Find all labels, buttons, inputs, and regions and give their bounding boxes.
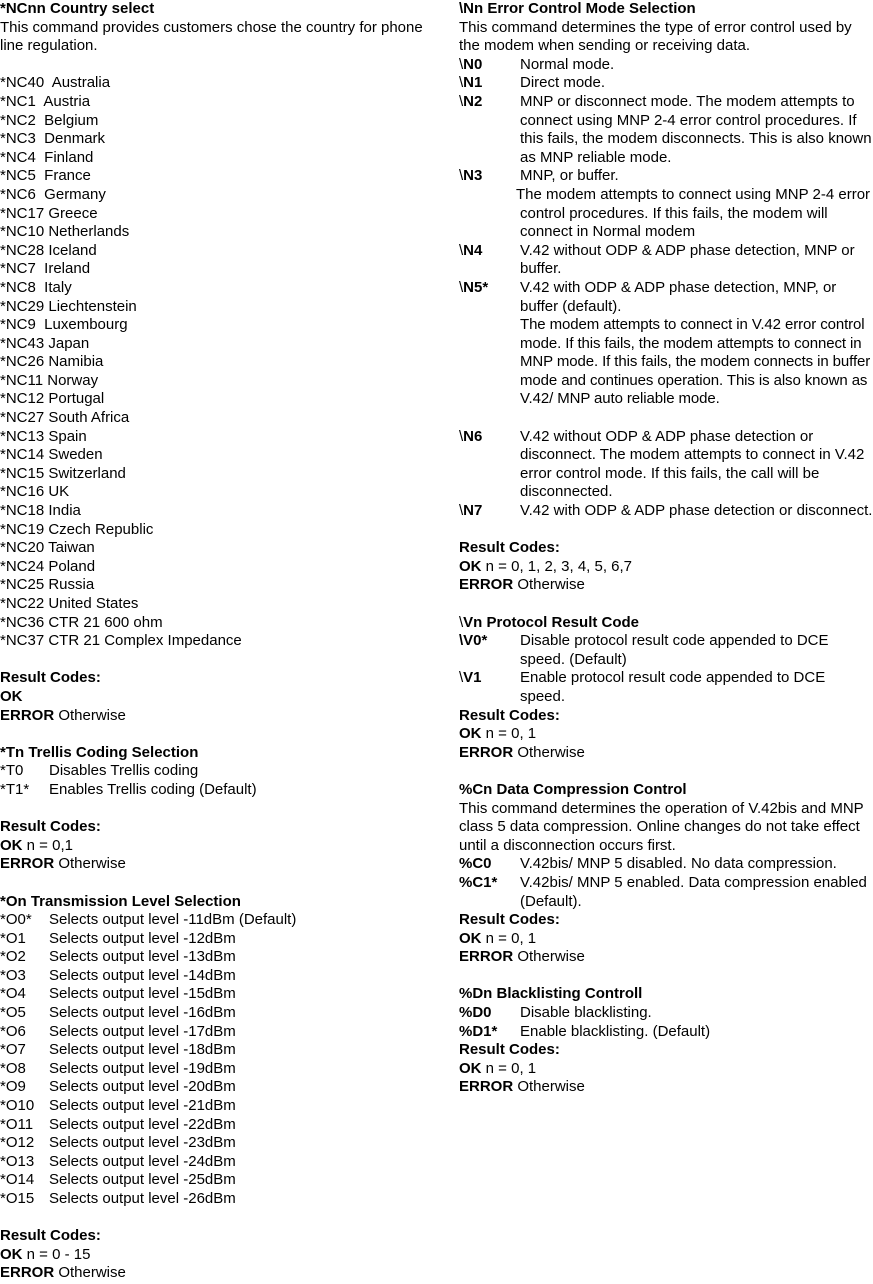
code-row bbox=[0, 781, 440, 800]
country-item: *NC37 CTR 21 Complex Impedance bbox=[0, 632, 242, 650]
code-row bbox=[0, 1023, 440, 1042]
transmission-error-code: ERROR bbox=[0, 1264, 55, 1282]
spacer bbox=[459, 762, 873, 781]
n5-text: V.42 with ODP & ADP phase detection, MNP, or buffer (default). bbox=[520, 278, 837, 315]
country-item: *NC12 Portugal bbox=[0, 390, 105, 408]
compression-ok-text: n = 0, 1 bbox=[481, 929, 537, 947]
error-control-ok-line bbox=[459, 558, 873, 577]
blacklisting-error-line bbox=[459, 1078, 873, 1097]
country-item: *NC19 Czech Republic bbox=[0, 520, 154, 538]
code-row bbox=[0, 967, 440, 986]
country-item: *NC20 Taiwan bbox=[0, 539, 95, 557]
country-result-codes-label: Result Codes: bbox=[0, 669, 101, 687]
protocol-heading bbox=[459, 614, 873, 633]
country-item: *NC16 UK bbox=[0, 483, 70, 501]
code-label: *O1 bbox=[0, 929, 26, 947]
code-label: *O0* bbox=[0, 911, 32, 929]
spacer bbox=[0, 874, 440, 893]
country-item: *NC17 Greece bbox=[0, 204, 98, 222]
code-row bbox=[0, 1060, 440, 1079]
c0-text: V.42bis/ MNP 5 disabled. No data compression. bbox=[520, 855, 837, 873]
code-row bbox=[0, 948, 440, 967]
d1-code: %D1* bbox=[459, 1022, 498, 1040]
protocol-error-text: Otherwise bbox=[513, 743, 585, 761]
c1-code: %C1* bbox=[459, 873, 498, 891]
n4-text: V.42 without ODP & ADP phase detection, MNP or buffer. bbox=[520, 241, 855, 278]
country-item: *NC11 Norway bbox=[0, 371, 99, 389]
d0-code: %D0 bbox=[459, 1004, 492, 1022]
country-item: *NC5 France bbox=[0, 167, 91, 185]
code-description: Selects output level -26dBm bbox=[49, 1190, 236, 1207]
n2-row bbox=[459, 93, 873, 167]
code-row bbox=[0, 1041, 440, 1060]
v1-row bbox=[459, 669, 873, 706]
n7-row bbox=[459, 502, 873, 521]
protocol-ok-text: n = 0, 1 bbox=[481, 725, 537, 743]
n2-text: MNP or disconnect mode. The modem attempts to connect using MNP 2-4 error control procedures. If this fails, the modem disconnects. This is also known as MNP reliable mode. bbox=[520, 92, 872, 166]
code-description: Selects output level -22dBm bbox=[49, 1115, 236, 1133]
country-item: *NC25 Russia bbox=[0, 576, 95, 594]
code-description: Selects output level -12dBm bbox=[49, 929, 236, 947]
v1-code: V1 bbox=[463, 669, 482, 687]
country-item: *NC1 Austria bbox=[0, 92, 91, 110]
protocol-error-line bbox=[459, 744, 873, 763]
code-description: Selects output level -17dBm bbox=[49, 1022, 236, 1040]
country-error-code: ERROR bbox=[0, 706, 55, 724]
code-label: *O15 bbox=[0, 1190, 35, 1207]
country-item: *NC9 Luxembourg bbox=[0, 316, 128, 334]
code-label: *T0 bbox=[0, 762, 24, 780]
country-item: *NC26 Namibia bbox=[0, 353, 104, 371]
code-row bbox=[0, 762, 440, 781]
code-label: *O6 bbox=[0, 1022, 26, 1040]
trellis-error-text: Otherwise bbox=[54, 855, 126, 873]
code-row bbox=[0, 985, 440, 1004]
n5-code: N5* bbox=[463, 278, 489, 296]
transmission-ok-line bbox=[0, 1246, 440, 1265]
error-control-description: This command determines the type of error control used by the modem when sending or receiving data. bbox=[459, 18, 852, 55]
code-description: Enables Trellis coding (Default) bbox=[49, 780, 257, 798]
code-row bbox=[0, 1004, 440, 1023]
error-control-error-text: Otherwise bbox=[513, 576, 585, 594]
code-row bbox=[0, 911, 440, 930]
trellis-error-code: ERROR bbox=[0, 855, 55, 873]
code-description: Selects output level -15dBm bbox=[49, 985, 236, 1003]
n3-extra-text: The modem attempts to connect using MNP 2-4 error control procedures. If this fails, the modem will connect in Normal modem bbox=[516, 185, 871, 241]
trellis-error-line bbox=[0, 855, 440, 874]
compression-description: This command determines the operation of V.42bis and MNP class 5 data compression. Online changes do not take effect until a disconnection occurs first. bbox=[459, 799, 864, 854]
trellis-ok-line bbox=[0, 837, 440, 856]
code-label: *T1* bbox=[0, 780, 30, 798]
spacer bbox=[0, 56, 440, 75]
country-select-heading: *NCnn Country select bbox=[0, 0, 155, 17]
n0-code-cell: \N0 bbox=[459, 55, 483, 73]
code-label: *O10 bbox=[0, 1097, 35, 1115]
compression-error-line bbox=[459, 948, 873, 967]
blacklisting-error-text: Otherwise bbox=[513, 1078, 585, 1096]
country-ok-code: OK bbox=[0, 687, 23, 705]
spacer bbox=[0, 800, 440, 819]
error-control-ok-text: n = 0, 1, 2, 3, 4, 5, 6,7 bbox=[481, 557, 633, 575]
spacer bbox=[0, 725, 440, 744]
blacklisting-result-codes-label: Result Codes: bbox=[459, 1041, 560, 1059]
n0-text: Normal mode. bbox=[520, 55, 615, 73]
code-row bbox=[0, 1116, 440, 1135]
code-label: *O11 bbox=[0, 1115, 34, 1133]
d1-text: Enable blacklisting. (Default) bbox=[520, 1022, 711, 1040]
country-item: *NC15 Switzerland bbox=[0, 464, 126, 482]
code-row bbox=[0, 1134, 440, 1153]
n3-code-cell: \N3 bbox=[459, 167, 483, 185]
n5-extra-text: The modem attempts to connect in V.42 error control mode. If this fails, the modem attempts to connect in MNP mode. If this fails, the modem connects in buffer mode and continues operation. This is also known as V.42/ MNP auto reliable mode. bbox=[520, 316, 871, 408]
country-select-description: This command provides customers chose the country for phone line regulation. bbox=[0, 18, 423, 55]
protocol-error-code: ERROR bbox=[459, 743, 514, 761]
code-row bbox=[0, 1190, 440, 1209]
country-item: *NC4 Finland bbox=[0, 148, 94, 166]
transmission-error-line bbox=[0, 1264, 440, 1283]
country-item: *NC18 India bbox=[0, 502, 81, 520]
error-control-heading: \Nn Error Control Mode Selection bbox=[459, 0, 696, 17]
n1-text: Direct mode. bbox=[520, 74, 606, 92]
country-item: *NC8 Italy bbox=[0, 278, 72, 296]
error-control-error-code: ERROR bbox=[459, 576, 514, 594]
country-item: *NC3 Denmark bbox=[0, 130, 106, 148]
compression-ok-line bbox=[459, 930, 873, 949]
code-description: Selects output level -24dBm bbox=[49, 1152, 236, 1170]
n5-row bbox=[459, 279, 873, 316]
country-list bbox=[0, 74, 440, 650]
trellis-result-codes-label: Result Codes: bbox=[0, 818, 101, 836]
error-control-error-line bbox=[459, 576, 873, 595]
compression-error-code: ERROR bbox=[459, 948, 514, 966]
compression-error-text: Otherwise bbox=[513, 948, 585, 966]
code-label: *O9 bbox=[0, 1078, 26, 1096]
code-label: *O14 bbox=[0, 1171, 35, 1189]
country-item: *NC13 Spain bbox=[0, 427, 87, 445]
code-description: Disables Trellis coding bbox=[49, 762, 199, 780]
code-label: *O2 bbox=[0, 948, 26, 966]
n2-code-cell: \N2 bbox=[459, 92, 483, 110]
right-column bbox=[459, 0, 873, 1097]
n7-text: V.42 with ODP & ADP phase detection or disconnect. bbox=[520, 502, 873, 520]
spacer bbox=[459, 967, 873, 986]
country-item: *NC27 South Africa bbox=[0, 409, 130, 427]
c1-row bbox=[459, 874, 873, 911]
code-description: Selects output level -11dBm (Default) bbox=[49, 911, 297, 929]
code-description: Selects output level -13dBm bbox=[49, 948, 236, 966]
protocol-ok-code: OK bbox=[459, 725, 482, 743]
code-label: *O8 bbox=[0, 1059, 26, 1077]
n4-row bbox=[459, 242, 873, 279]
n1-code-cell: \N1 bbox=[459, 74, 483, 92]
v0-row bbox=[459, 632, 873, 669]
c1-text: V.42bis/ MNP 5 enabled. Data compression enabled (Default). bbox=[520, 873, 867, 910]
n3-row bbox=[459, 167, 873, 186]
country-item: *NC22 United States bbox=[0, 595, 139, 612]
code-label: *O12 bbox=[0, 1134, 35, 1152]
code-label: *O7 bbox=[0, 1041, 26, 1059]
blacklisting-error-code: ERROR bbox=[459, 1078, 514, 1096]
code-row bbox=[0, 930, 440, 949]
n2-code: N2 bbox=[463, 92, 483, 110]
compression-ok-code: OK bbox=[459, 929, 482, 947]
code-row bbox=[0, 1171, 440, 1190]
country-item: *NC43 Japan bbox=[0, 334, 90, 352]
protocol-heading-title: Vn Protocol Result Code bbox=[463, 613, 640, 631]
n7-code: N7 bbox=[463, 502, 483, 520]
blacklisting-ok-text: n = 0, 1 bbox=[481, 1059, 537, 1077]
country-error-text: Otherwise bbox=[54, 706, 126, 724]
error-control-result-codes-label: Result Codes: bbox=[459, 539, 560, 557]
c0-row bbox=[459, 855, 873, 874]
transmission-ok-code: OK bbox=[0, 1245, 23, 1263]
code-row bbox=[0, 1153, 440, 1172]
code-description: Selects output level -18dBm bbox=[49, 1041, 236, 1059]
code-label: *O3 bbox=[0, 966, 26, 984]
country-item: *NC10 Netherlands bbox=[0, 223, 130, 241]
trellis-ok-code: OK bbox=[0, 836, 23, 854]
spacer bbox=[459, 521, 873, 540]
n6-code: N6 bbox=[463, 427, 483, 445]
d1-row bbox=[459, 1023, 873, 1042]
code-row bbox=[0, 1078, 440, 1097]
code-description: Selects output level -23dBm bbox=[49, 1134, 236, 1152]
code-description: Selects output level -19dBm bbox=[49, 1059, 236, 1077]
c0-code: %C0 bbox=[459, 855, 492, 873]
transmission-result-codes-label: Result Codes: bbox=[0, 1227, 101, 1245]
spacer bbox=[0, 1209, 440, 1228]
spacer bbox=[0, 651, 440, 670]
n5-code-cell: \N5* bbox=[459, 278, 489, 296]
code-label: *O13 bbox=[0, 1152, 35, 1170]
v1-code-cell: \V1 bbox=[459, 669, 482, 687]
code-row bbox=[0, 1097, 440, 1116]
code-description: Selects output level -20dBm bbox=[49, 1078, 236, 1096]
code-label: *O5 bbox=[0, 1004, 26, 1022]
code-description: Selects output level -16dBm bbox=[49, 1004, 236, 1022]
v0-code: \V0* bbox=[459, 632, 488, 650]
transmission-heading: *On Transmission Level Selection bbox=[0, 892, 241, 910]
n6-row bbox=[459, 428, 873, 502]
transmission-error-text: Otherwise bbox=[54, 1264, 126, 1282]
blacklisting-ok-line bbox=[459, 1060, 873, 1079]
code-description: Selects output level -14dBm bbox=[49, 966, 236, 984]
trellis-heading: *Tn Trellis Coding Selection bbox=[0, 743, 199, 761]
compression-result-codes-label: Result Codes: bbox=[459, 911, 560, 929]
country-item: *NC24 Poland bbox=[0, 557, 96, 575]
n1-row bbox=[459, 74, 873, 93]
country-item: *NC36 CTR 21 600 ohm bbox=[0, 613, 163, 631]
spacer bbox=[459, 409, 873, 428]
trellis-list bbox=[0, 762, 440, 799]
n4-code: N4 bbox=[463, 241, 483, 259]
protocol-heading-prefix: \ bbox=[459, 613, 464, 631]
country-error-line bbox=[0, 707, 440, 726]
transmission-list bbox=[0, 911, 440, 1209]
n7-code-cell: \N7 bbox=[459, 502, 483, 520]
country-item: *NC7 Ireland bbox=[0, 260, 91, 278]
n6-code-cell: \N6 bbox=[459, 427, 483, 445]
protocol-result-codes-label: Result Codes: bbox=[459, 706, 560, 724]
code-description: Selects output level -25dBm bbox=[49, 1171, 236, 1189]
d0-text: Disable blacklisting. bbox=[520, 1004, 652, 1022]
d0-row bbox=[459, 1004, 873, 1023]
n0-code: N0 bbox=[463, 55, 483, 73]
country-item: *NC29 Liechtenstein bbox=[0, 297, 137, 315]
error-control-ok-code: OK bbox=[459, 557, 482, 575]
country-item: *NC6 Germany bbox=[0, 185, 106, 203]
compression-heading: %Cn Data Compression Control bbox=[459, 780, 687, 798]
n6-text: V.42 without ODP & ADP phase detection or disconnect. The modem attempts to connect in V.42 error control mode. If this fails, the call will be disconnected. bbox=[520, 427, 865, 501]
n1-code: N1 bbox=[463, 74, 483, 92]
blacklisting-heading: %Dn Blacklisting Controll bbox=[459, 985, 643, 1003]
country-item: *NC28 Iceland bbox=[0, 241, 97, 259]
n3-text: MNP, or buffer. bbox=[520, 167, 619, 185]
blacklisting-ok-code: OK bbox=[459, 1059, 482, 1077]
country-item: *NC2 Belgium bbox=[0, 111, 99, 129]
spacer bbox=[459, 595, 873, 614]
n0-row bbox=[459, 56, 873, 75]
v0-text: Disable protocol result code appended to DCE speed. (Default) bbox=[520, 632, 829, 668]
protocol-ok-line bbox=[459, 725, 873, 744]
code-label: *O4 bbox=[0, 985, 26, 1003]
code-description: Selects output level -21dBm bbox=[49, 1097, 236, 1115]
n3-code: N3 bbox=[463, 167, 483, 185]
country-item: *NC14 Sweden bbox=[0, 446, 103, 464]
n4-code-cell: \N4 bbox=[459, 241, 483, 259]
v1-text: Enable protocol result code appended to DCE speed. bbox=[520, 669, 826, 705]
transmission-ok-text: n = 0 - 15 bbox=[22, 1245, 91, 1263]
country-item: *NC40 Australia bbox=[0, 74, 111, 92]
trellis-ok-text: n = 0,1 bbox=[22, 836, 73, 854]
